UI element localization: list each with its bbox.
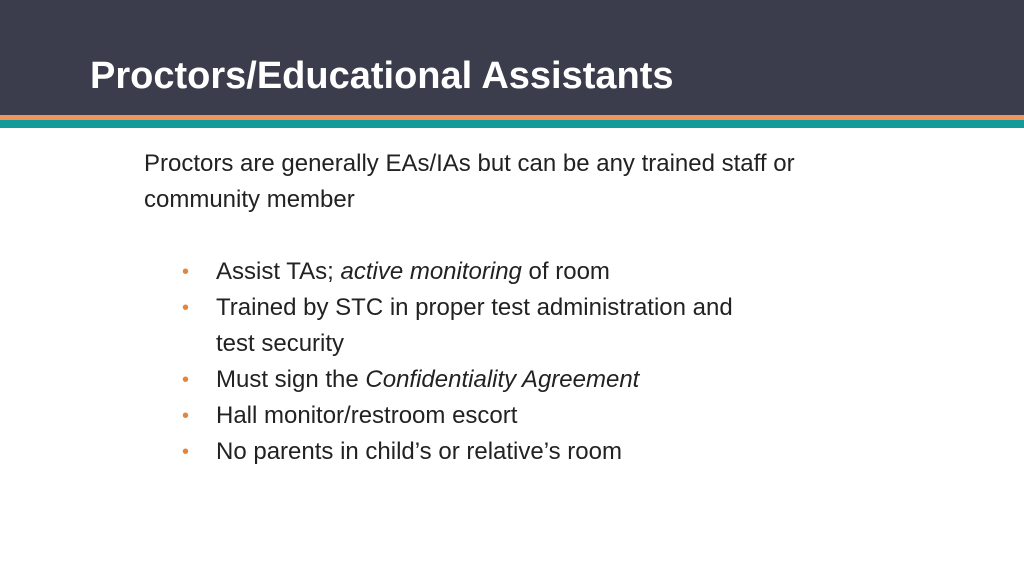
bullet-icon: • bbox=[182, 441, 190, 463]
bullet-text: Must sign the bbox=[216, 366, 366, 393]
bullet-icon: • bbox=[182, 405, 190, 427]
slide-title: Proctors/Educational Assistants bbox=[90, 55, 674, 97]
list-item bbox=[182, 290, 864, 362]
bullet-text: Assist TAs; bbox=[216, 258, 341, 285]
bullet-emphasis: active monitoring bbox=[340, 258, 522, 285]
bullet-text: No parents in child’s or relative’s room bbox=[216, 438, 622, 465]
bullet-text: of room bbox=[521, 258, 610, 285]
list-item bbox=[182, 398, 864, 434]
title-bar bbox=[0, 0, 1024, 115]
bullet-icon: • bbox=[182, 369, 190, 391]
intro-paragraph: Proctors are generally EAs/IAs but can be any trained staff or community member bbox=[144, 150, 795, 213]
list-item bbox=[182, 434, 864, 470]
list-item bbox=[182, 254, 864, 290]
bullet-text: Trained by STC in proper test administration and test security bbox=[216, 294, 733, 357]
bullet-emphasis: Confidentiality Agreement bbox=[365, 366, 640, 393]
slide-body bbox=[144, 146, 864, 470]
list-item bbox=[182, 362, 864, 398]
accent-stripe-teal bbox=[0, 120, 1024, 128]
bullet-icon: • bbox=[182, 297, 190, 319]
bullet-list bbox=[144, 254, 864, 470]
bullet-icon: • bbox=[182, 261, 190, 283]
bullet-text: Hall monitor/restroom escort bbox=[216, 402, 518, 429]
